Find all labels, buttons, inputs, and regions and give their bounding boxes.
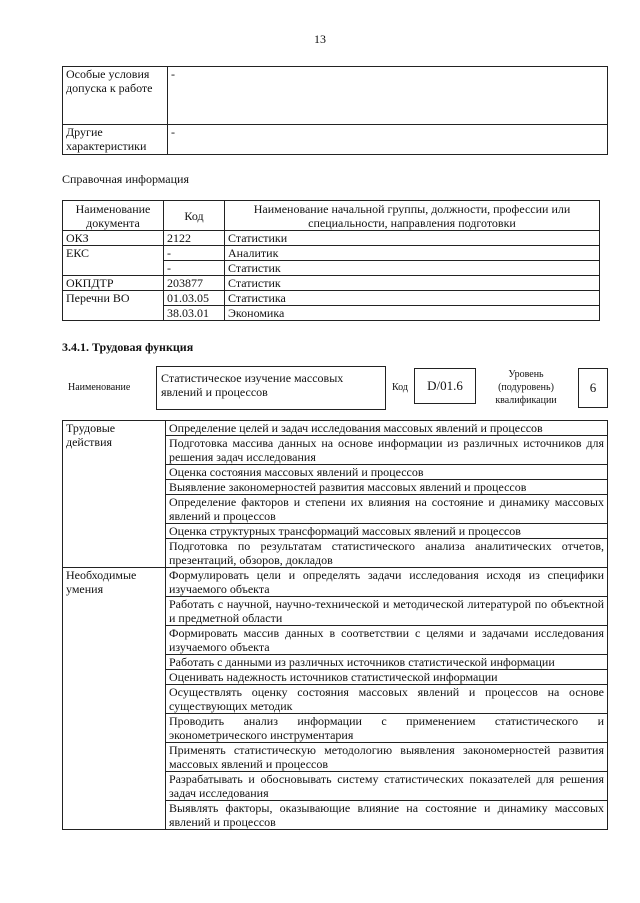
name-cell: Аналитик [225, 246, 600, 261]
row-label: Особые условия допуска к работе [63, 67, 168, 125]
action-item: Подготовка массива данных на основе информации из различных источников для решения задач исследования [166, 436, 608, 465]
code-cell: 2122 [164, 231, 225, 246]
table-row [63, 125, 608, 155]
function-name-box: Статистическое изучение массовых явлений и процессов [156, 366, 386, 410]
code-cell: 203877 [164, 276, 225, 291]
skill-item: Осуществлять оценку состояния массовых явлений и процессов на основе существующих методик [166, 685, 608, 714]
doc-cell: ЕКС [63, 246, 164, 276]
actions-label: Трудовые действия [63, 421, 166, 568]
name-cell: Статистик [225, 261, 600, 276]
action-item: Оценка структурных трансформаций массовых явлений и процессов [166, 524, 608, 539]
reference-table [62, 200, 600, 321]
row-label: Другие характеристики [63, 125, 168, 155]
action-item: Определение целей и задач исследования массовых явлений и процессов [166, 421, 608, 436]
code-cell: - [164, 246, 225, 261]
table-row [63, 276, 600, 291]
function-code-box: D/01.6 [414, 368, 476, 404]
doc-cell: ОКПДТР [63, 276, 164, 291]
skill-item: Формировать массив данных в соответствии с целями и задачами исследования изучаемого объекта [166, 626, 608, 655]
table-row [63, 246, 600, 261]
action-item: Подготовка по результатам статистического анализа аналитических отчетов, презентаций, обзоров, докладов [166, 539, 608, 568]
skill-item: Формулировать цели и определять задачи исследования исходя из специфики изучаемого объекта [166, 568, 608, 597]
table-header-row [63, 201, 600, 231]
skill-item: Разрабатывать и обосновывать систему статистических показателей для решения задач исследования [166, 772, 608, 801]
skill-item: Проводить анализ информации с применением статистического и эконометрического инструментария [166, 714, 608, 743]
section-heading: 3.4.1. Трудовая функция [62, 340, 194, 354]
column-header: Наименование начальной группы, должности, профессии или специальности, направления подготовки [225, 201, 600, 231]
function-name-label: Наименование [68, 382, 131, 393]
code-cell: 38.03.01 [164, 306, 225, 321]
column-header: Код [164, 201, 225, 231]
table-row [63, 67, 608, 125]
skill-item: Выявлять факторы, оказывающие влияние на состояние и динамику массовых явлений и процессов [166, 801, 608, 830]
admission-conditions-table [62, 66, 608, 155]
name-cell: Статистики [225, 231, 600, 246]
skill-item: Работать с данными из различных источников статистической информации [166, 655, 608, 670]
page-number: 13 [314, 32, 326, 46]
function-code-label: Код [392, 382, 408, 393]
doc-cell: Перечни ВО [63, 291, 164, 321]
row-value: - [168, 67, 608, 125]
code-cell: 01.03.05 [164, 291, 225, 306]
skill-item: Работать с научной, научно-технической и методической литературой по объектной и предметной области [166, 597, 608, 626]
action-item: Определение факторов и степени их влияния на состояние и динамику массовых явлений и процессов [166, 495, 608, 524]
reference-heading: Справочная информация [62, 172, 189, 186]
row-value: - [168, 125, 608, 155]
code-cell: - [164, 261, 225, 276]
doc-cell: ОКЗ [63, 231, 164, 246]
actions-skills-table [62, 420, 608, 830]
action-item: Оценка состояния массовых явлений и процессов [166, 465, 608, 480]
name-cell: Статистика [225, 291, 600, 306]
column-header: Наименование документа [63, 201, 164, 231]
action-item: Выявление закономерностей развития массовых явлений и процессов [166, 480, 608, 495]
skill-item: Оценивать надежность источников статистической информации [166, 670, 608, 685]
skill-item: Применять статистическую методологию выявления закономерностей развития массовых явлений и процессов [166, 743, 608, 772]
skills-label: Необходимые умения [63, 568, 166, 830]
table-row [63, 291, 600, 306]
table-row [63, 568, 608, 597]
qualification-level-label: Уровень (подуровень) квалификации [495, 369, 557, 406]
qualification-level-box: 6 [578, 368, 608, 408]
table-row [63, 421, 608, 436]
name-cell: Экономика [225, 306, 600, 321]
name-cell: Статистик [225, 276, 600, 291]
table-row [63, 231, 600, 246]
